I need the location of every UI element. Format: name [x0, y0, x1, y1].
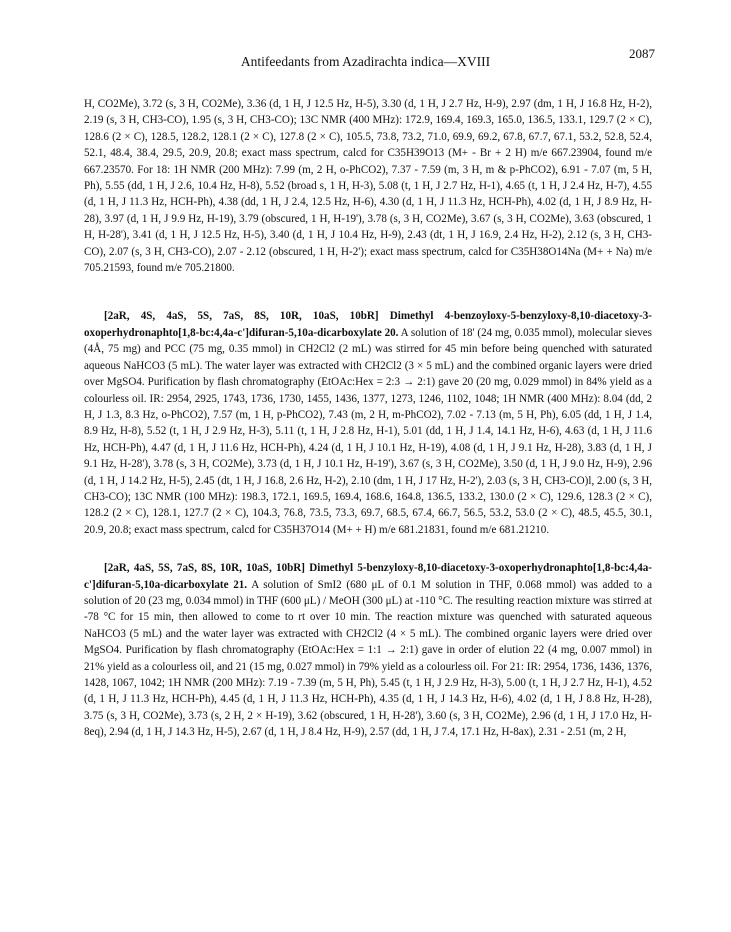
paragraph-text-20: A solution of 18' (24 mg, 0.035 mmol), molecular sieves (4Å, 75 mg) and PCC (75 mg, 0.35 mmol) in CH2Cl2 (2 mL) was stirred for 45 min before being quenched with saturated aqueous NaHCO3 (5 mL). The water layer was extracted with CH2Cl2 (3 × 5 mL) and the combined organic layers were dried over MgSO4. Purification by flash chromatography (EtOAc:Hex = 2:3 → 2:1) gave 20 (20 mg, 0.029 mmol) in 84% yield as a colourless oil. IR: 2954, 2925, 1743, 1736, 1730, 1455, 1436, 1377, 1273, 1246, 1102, 1048; 1H NMR (400 MHz): 8.04 (dd, 2 H, J 1.3, 8.3 Hz, o-PhCO2), 7.57 (m, 1 H, p-PhCO2), 7.43 (m, 2 H, m-PhCO2), 7.02 - 7.13 (m, 5 H, Ph), 6.05 (dd, 1 H, J 1.4, 8.9 Hz, H-8), 5.52 (t, 1 H, J 2.9 Hz, H-3), 5.11 (t, 1 H, J 2.8 Hz, H-1), 5.01 (dd, 1 H, J 1.4, 14.1 Hz, H-6), 4.63 (d, 1 H, J 11.6 Hz, HCH-Ph), 4.47 (d, 1 H, J 11.6 Hz, HCH-Ph), 4.24 (d, 1 H, J 10.1 Hz, H-19), 4.08 (d, 1 H, J 9.1 Hz, H-28), 3.83 (d, 1 H, J 9.1 Hz, H-28'), 3.78 (s, 3 H, CO2Me), 3.73 (d, 1 H, J 10.1 Hz, H-19'), 3.67 (s, 3 H, CO2Me), 3.50 (d, 1 H, J 9.0 Hz, H-9), 2.96 (d, 1 H, J 14.2 Hz, H-5), 2.45 (dt, 1 H, J 16.8, 2.6 Hz, H-2), 2.10 (dm, 1 H, J 17 Hz, H-2'), 2.03 (s, 3 H, CH3-CO)l, 2.00 (s, 3 H, CH3-CO); 13C NMR (100 MHz): 198.3, 172.1, 169.5, 169.4, 168.6, 164.8, 136.5, 133.2, 130.0 (2 × C), 129.6, 128.3 (2 × C), 128.2 (2 × C), 128.1, 127.7 (2 × C), 104.3, 76.8, 73.5, 73.3, 69.7, 68.5, 67.4, 66.7, 56.5, 53.2, 53.0 (2 × C), 48.5, 45.5, 30.1, 20.9, 20.8; exact mass spectrum, calcd for C35H37O14 (M+ + H) m/e 681.21831, found m/e 681.21210. — [84, 326, 652, 536]
compound-heading-20: [2aR, 4S, 4aS, 5S, 7aS, 8S, 10R, 10aS, 10bR] Dimethyl 4-benzoyloxy-5-benzyloxy-8,10-diacetoxy-3-oxoperhydronaphto[1,8-bc:4,4a-c']difuran-5,10a-dicarboxylate 20. — [84, 310, 652, 339]
page-header — [0, 46, 731, 70]
paragraph-text: H, CO2Me), 3.72 (s, 3 H, CO2Me), 3.36 (d, 1 H, J 12.5 Hz, H-5), 3.30 (d, 1 H, J 2.7 Hz, H-9), 2.97 (dm, 1 H, J 16.8 Hz, H-2), 2.19 (s, 3 H, CH3-CO), 1.95 (s, 3 H, CH3-CO); 13C NMR (400 MHz): 172.9, 169.4, 169.3, 165.0, 136.5, 133.1, 129.7 (2 × C), 128.6 (2 × C), 128.5, 128.2, 128.1 (2 × C), 127.8 (2 × C), 105.5, 73.8, 73.2, 71.0, 69.9, 69.2, 67.8, 67.7, 67.1, 53.2, 52.8, 52.4, 52.1, 48.4, 38.4, 29.5, 20.9, 20.8; exact mass spectrum, calcd for C35H39O13 (M+ - Br + 2 H) m/e 667.23904, found m/e 667.23570. For 18: 1H NMR (200 MHz): 7.99 (m, 2 H, o-PhCO2), 7.37 - 7.59 (m, 3 H, m & p-PhCO2), 6.91 - 7.07 (m, 5 H, Ph), 5.55 (dd, 1 H, J 2.6, 10.4 Hz, H-8), 5.52 (broad s, 1 H, H-3), 5.08 (t, 1 H, J 2.7 Hz, H-1), 4.65 (t, 1 H, J 2.4 Hz, H-7), 4.55 (d, 1 H, J 11.3 Hz, HCH-Ph), 4.38 (dd, 1 H, J 2.4, 12.5 Hz, H-6), 4.30 (d, 1 H, J 11.3 Hz, HCH-Ph), 4.02 (d, 1 H, J 8.9 Hz, H-28), 3.97 (d, 1 H, J 9.9 Hz, H-19), 3.79 (obscured, 1 H, H-19'), 3.78 (s, 3 H, CO2Me), 3.67 (s, 3 H, CO2Me), 3.63 (obscured, 1 H, H-28'), 3.41 (d, 1 H, J 12.5 Hz, H-5), 3.40 (d, 1 H, J 10.4 Hz, H-9), 2.43 (dt, 1 H, J 16.9, 2.4 Hz, H-2), 2.12 (s, 3 H, CH3-CO), 2.07 (s, 3 H, CH3-CO), 2.07 - 2.12 (obscured, 1 H, H-2'); exact mass spectrum, calcd for C35H38O14Na (M+ + Na) m/e 705.21593, found m/e 705.21800. — [84, 98, 652, 275]
running-title: Antifeedants from Azadirachta indica—XVIII — [240, 54, 491, 69]
page-number: 2087 — [629, 46, 655, 61]
paragraph-compound-20 — [84, 308, 652, 538]
paragraph-compound-21 — [84, 560, 652, 740]
article-body — [84, 96, 652, 763]
paragraph-text-21: A solution of SmI2 (680 μL of 0.1 M solution in THF, 0.068 mmol) was added to a solution of 20 (23 mg, 0.034 mmol) in THF (600 μL) / MeOH (300 μL) at -110 °C. The resulting reaction mixture was stirred at -78 °C for 15 min, then allowed to come to rt over 10 min. The reaction mixture was quenched with saturated aqueous NaHCO3 (5 mL) and the water layer was extracted with CH2Cl2 (4 × 5 mL). The combined organic layers were dried over MgSO4. Purification by flash chromatography (EtOAc:Hex = 1:1 → 2:1) gave in order of elution 22 (4 mg, 0.007 mmol) in 21% yield as a colourless oil, and 21 (15 mg, 0.027 mmol) in 79% yield as a colourless oil. For 21: IR: 2954, 1736, 1436, 1376, 1428, 1067, 1042; 1H NMR (200 MHz): 7.19 - 7.39 (m, 5 H, Ph), 5.45 (t, 1 H, J 2.9 Hz, H-3), 5.00 (t, 1 H, J 2.7 Hz, H-1), 4.52 (d, 1 H, J 11.3 Hz, HCH-Ph), 4.45 (d, 1 H, J 11.3 Hz, HCH-Ph), 4.35 (d, 1 H, J 14.3 Hz, H-6), 4.02 (d, 1 H, J 8.8 Hz, H-28), 3.75 (s, 3 H, CO2Me), 3.73 (s, 2 H, 2 × H-19), 3.62 (obscured, 1 H, H-28'), 3.60 (s, 3 H, CO2Me), 2.96 (d, 1 H, J 17.0 Hz, H-8eq), 2.94 (d, 1 H, J 14.3 Hz, H-5), 2.67 (d, 1 H, J 8.4 Hz, H-9), 2.57 (dd, 1 H, J 7.4, 17.1 Hz, H-8ax), 2.31 - 2.51 (m, 2 H, — [84, 578, 653, 739]
paragraph-continuation — [84, 96, 652, 276]
compound-heading-21: [2aR, 4aS, 5S, 7aS, 8S, 10R, 10aS, 10bR] Dimethyl 5-benzyloxy-8,10-diacetoxy-3-oxoperhydronaphto[1,8-bc:4,4a-c']difuran-5,10a-dicarboxylate 21. — [84, 562, 652, 591]
